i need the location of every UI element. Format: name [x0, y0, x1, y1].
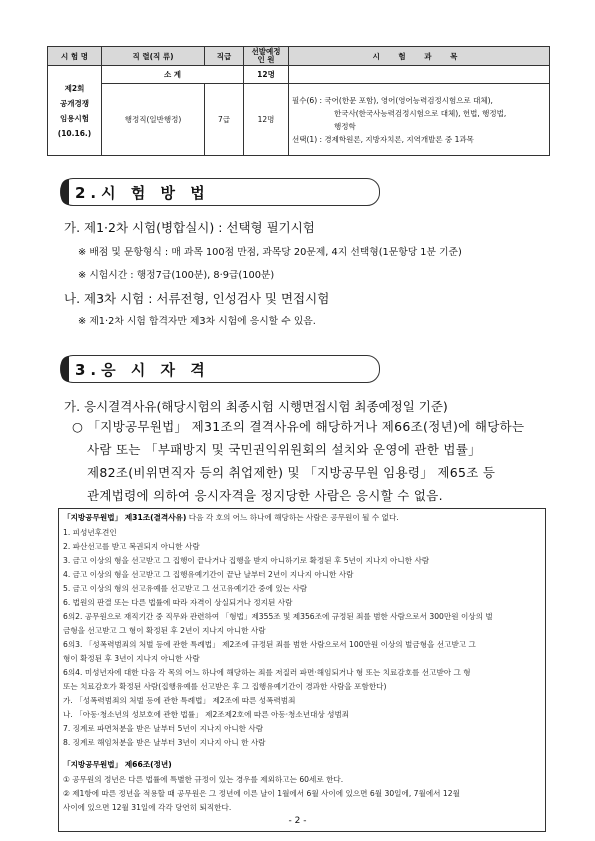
method-item-na: 나. 제3차 시험 : 서류전형, 인성검사 및 면접시험 — [64, 291, 330, 306]
exam-table — [47, 46, 550, 156]
subtotal-label: 소 계 — [102, 66, 244, 84]
method-note: ※ 제1·2차 시험 합격자만 제3차 시험에 응시할 수 있음. — [78, 316, 316, 327]
section-bar — [61, 356, 69, 382]
subtotal-row — [48, 66, 550, 84]
law31-line: 6. 법원의 판결 또는 다른 법률에 따라 자격이 상실되거나 정지된 사람 — [63, 598, 293, 607]
law-excerpt-box — [58, 508, 546, 832]
header-exam-name: 시 험 명 — [48, 47, 102, 66]
law66-line: 사이에 있으면 12월 31일에 각각 당연히 퇴직한다. — [63, 803, 232, 812]
count-cell: 12명 — [244, 84, 289, 156]
header-count: 선발예정 인 원 — [244, 47, 289, 66]
subject-line: 필수(6) : 국어(한문 포함), 영어(영어능력검정시험으로 대체), — [292, 95, 493, 105]
law31-line: 1. 피성년후견인 — [63, 528, 117, 537]
exam-name-line: (10.16.) — [57, 128, 92, 138]
law66-line: ② 제1항에 따른 정년을 적용할 때 공무원은 그 정년에 이른 날이 1월에서 6월 사이에 있으면 6월 30일에, 7월에서 12월 — [63, 789, 460, 798]
eligibility-paragraph: ○ 「지방공무원법」 제31조의 결격사유에 해당하거나 제66조(정년)에 해당하는 — [72, 419, 525, 434]
section-title: 3.응 시 자 격 — [75, 361, 210, 379]
subtotal-count: 12명 — [244, 66, 289, 84]
section-title: 2.시 험 방 법 — [75, 184, 210, 202]
law31-line: 2. 파산선고를 받고 복권되지 아니한 사람 — [63, 542, 200, 551]
law31-line: 4. 금고 이상의 형을 선고받고 그 집행유예기간이 끝난 날부터 2년이 지나지 아니한 사람 — [63, 570, 354, 579]
section-header-exam-method — [60, 178, 380, 206]
exam-name-line: 제2회 — [64, 83, 85, 93]
law31-line: 7. 징계로 파면처분을 받은 날부터 5년이 지나지 아니한 사람 — [63, 724, 264, 733]
law66-title: 「지방공무원법」 제66조(정년) — [63, 760, 172, 769]
law31-line: 5. 금고 이상의 형의 선고유예를 선고받고 그 선고유예기간 중에 있는 사람 — [63, 584, 308, 593]
method-item-ga: 가. 제1·2차 시험(병합실시) : 선택형 필기시험 — [64, 220, 315, 235]
exam-name-line: 임용시험 — [60, 113, 89, 123]
table-header-row — [48, 47, 550, 66]
header-grade: 직급 — [205, 47, 244, 66]
subjects-cell — [289, 84, 550, 156]
law31-line: 형이 확정된 후 3년이 지나지 아니한 사람 — [63, 654, 200, 663]
law31-line: 가. 「성폭력범죄의 처벌 등에 관한 특례법」 제2조에 따른 성폭력범죄 — [63, 696, 296, 705]
law31-line: 6의4. 미성년자에 대한 다음 각 목의 어느 하나에 해당하는 죄를 저질러 파면·해임되거나 형 또는 치료감호를 선고받아 그 형 — [63, 668, 471, 677]
law31-heading — [63, 512, 399, 523]
law66-line: ① 공무원의 정년은 다른 법률에 특별한 규정이 있는 경우를 제외하고는 60세로 한다. — [63, 775, 344, 784]
law31-line: 6의2. 공무원으로 재직기간 중 직무와 관련하여 「형법」제355조 및 제356조에 규정된 죄를 범한 사람으로서 300만원 이상의 벌 — [63, 612, 493, 621]
eligibility-paragraph: 관계법령에 의하여 응시자격을 정지당한 사람은 응시할 수 없음. — [87, 488, 443, 503]
subtotal-empty — [289, 66, 550, 84]
law31-title: 「지방공무원법」 제31조(결격사유) — [63, 513, 187, 522]
law31-line: 나. 「아동·청소년의 성보호에 관한 법률」 제2조제2호에 따른 아동·청소년대상 성범죄 — [63, 710, 350, 719]
law31-line: 또는 치료감호가 확정된 사람(집행유예를 선고받은 후 그 집행유예기간이 경과한 사람을 포함한다) — [63, 682, 387, 691]
law31-intro: 다음 각 호의 어느 하나에 해당하는 사람은 공무원이 될 수 없다. — [186, 513, 399, 522]
table-row — [48, 84, 550, 156]
section-bar — [61, 179, 69, 205]
subject-line: 한국사(한국사능력검정시험으로 대체), 헌법, 행정법, — [334, 108, 507, 118]
law31-line: 금형을 선고받고 그 형이 확정된 후 2년이 지나지 아니한 사람 — [63, 626, 266, 635]
eligibility-paragraph: 제82조(비위면직자 등의 취업제한) 및 「지방공무원 임용령」 제65조 등 — [87, 465, 496, 480]
exam-name-cell — [48, 66, 102, 156]
eligibility-paragraph: 사람 또는 「부패방지 및 국민권익위원회의 설치와 운영에 관한 법률」 — [87, 442, 481, 457]
page-number: - 2 - — [288, 816, 307, 826]
law66-heading — [63, 759, 172, 770]
law31-line: 8. 징계로 해임처분을 받은 날부터 3년이 지나지 아니 한 사람 — [63, 738, 266, 747]
law31-line: 6의3. 「성폭력범죄의 처벌 등에 관한 특례법」 제2조에 규정된 죄를 범한 사람으로서 100만원 이상의 벌금형을 선고받고 그 — [63, 640, 476, 649]
subject-line: 행정학 — [334, 121, 356, 131]
grade-cell: 7급 — [205, 84, 244, 156]
subject-line: 선택(1) : 경제학원론, 지방자치론, 지역개발론 중 1과목 — [292, 134, 474, 144]
method-note: ※ 배점 및 문항형식 : 매 과목 100점 만점, 과목당 20문제, 4지 선택형(1문항당 1분 기준) — [78, 247, 462, 258]
section-header-eligibility — [60, 355, 380, 383]
eligibility-item-ga: 가. 응시결격사유(해당시험의 최종시험 시행면접시험 최종예정일 기준) — [64, 399, 448, 414]
series-cell: 행정직(일반행정) — [102, 84, 205, 156]
law31-line: 3. 금고 이상의 형을 선고받고 그 집행이 끝나거나 집행을 받지 아니하기로 확정된 후 5년이 지나지 아니한 사람 — [63, 556, 430, 565]
header-series: 직 렬(직 류) — [102, 47, 205, 66]
header-subjects: 시 험 과 목 — [289, 47, 550, 66]
exam-name-line: 공개경쟁 — [60, 98, 89, 108]
method-note: ※ 시험시간 : 행정7급(100분), 8·9급(100분) — [78, 270, 275, 281]
